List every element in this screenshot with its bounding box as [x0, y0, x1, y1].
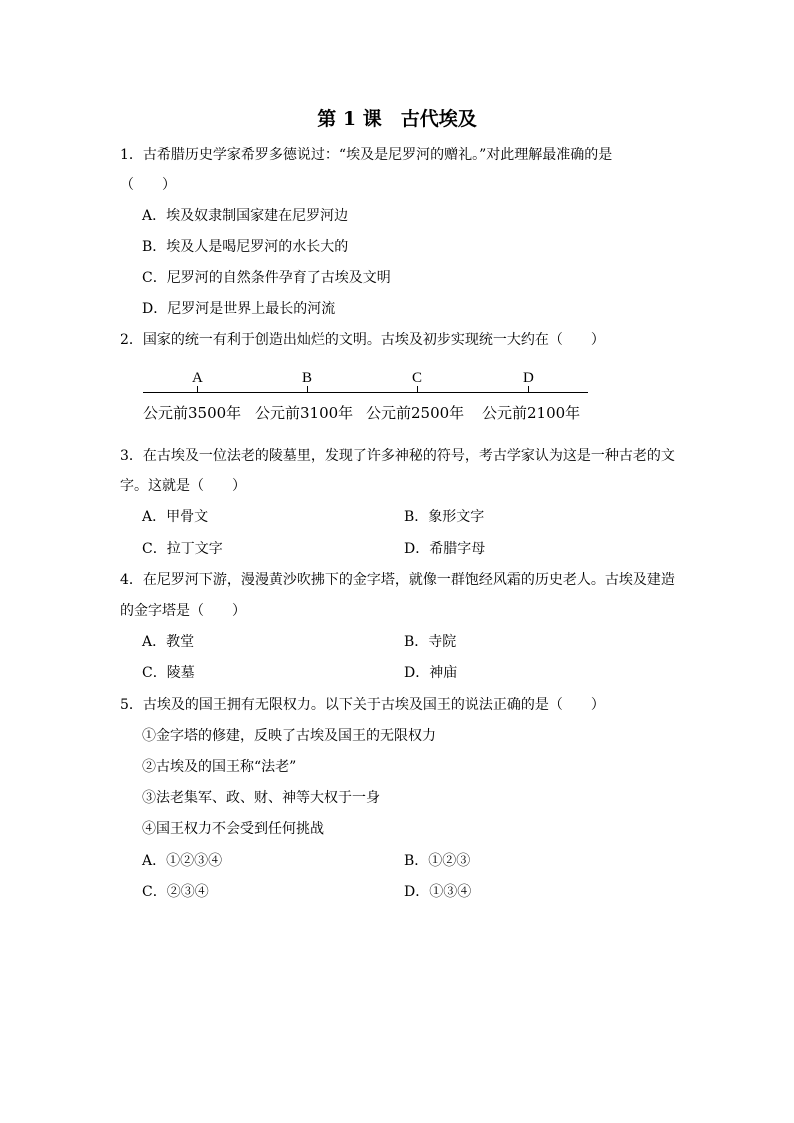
q1-option-a: A．埃及奴隶制国家建在尼罗河边 [142, 208, 349, 224]
q4-option-b: B．寺院 [404, 634, 457, 650]
q3-stem-line1: 3．在古埃及一位法老的陵墓里，发现了许多神秘的符号，考古学家认为这是一种古老的文 [120, 448, 675, 464]
q3-option-b: B．象形文字 [404, 509, 485, 525]
timeline-year-b: 公元前3100年 [255, 404, 354, 422]
q4-option-d: D．神庙 [404, 665, 458, 681]
q3-option-d: D．希腊字母 [404, 541, 486, 557]
q5-option-d: D．①③④ [404, 884, 472, 900]
q1-option-d: D．尼罗河是世界上最长的河流 [142, 301, 336, 317]
q5-statement-4: ④国王权力不会受到任何挑战 [142, 821, 324, 837]
q4-option-c: C．陵墓 [142, 665, 195, 681]
q1-option-c: C．尼罗河的自然条件孕育了古埃及文明 [142, 270, 391, 286]
q4-option-a: A．教堂 [142, 634, 195, 650]
q3-stem-line2: 字。这就是（ ） [120, 478, 246, 494]
q5-stem: 5．古埃及的国王拥有无限权力。以下关于古埃及国王的说法正确的是（ ） [120, 697, 605, 713]
q4-stem-line2: 的金字塔是（ ） [120, 603, 246, 619]
timeline-letter-a: A [192, 370, 203, 386]
q1-stem-line2: （ ） [120, 177, 176, 193]
q3-option-a: A．甲骨文 [142, 509, 209, 525]
page-title: 第 1 课 古代埃及 [317, 108, 477, 130]
q2-stem: 2．国家的统一有利于创造出灿烂的文明。古埃及初步实现统一大约在（ ） [120, 332, 605, 348]
q1-option-b: B．埃及人是喝尼罗河的水长大的 [142, 239, 349, 255]
timeline-letter-b: B [302, 370, 313, 386]
q5-statement-3: ③法老集军、政、财、神等大权于一身 [142, 790, 380, 806]
timeline-year-a: 公元前3500年 [143, 404, 242, 422]
q5-option-b: B．①②③ [404, 853, 471, 869]
q5-statement-2: ②古埃及的国王称“法老” [142, 759, 297, 775]
q1-stem-line1: 1．古希腊历史学家希罗多德说过：“埃及是尼罗河的赠礼。”对此理解最准确的是 [120, 147, 613, 163]
q5-statement-1: ①金字塔的修建，反映了古埃及国王的无限权力 [142, 728, 436, 744]
q3-option-c: C．拉丁文字 [142, 541, 223, 557]
q4-stem-line1: 4．在尼罗河下游，漫漫黄沙吹拂下的金字塔，就像一群饱经风霜的历史老人。古埃及建造 [120, 572, 675, 588]
q5-option-c: C．②③④ [142, 884, 209, 900]
timeline-letter-d: D [523, 370, 534, 386]
timeline-year-c: 公元前2500年 [366, 404, 465, 422]
timeline-year-d: 公元前2100年 [482, 404, 581, 422]
timeline-letter-c: C [412, 370, 423, 386]
timeline-figure [143, 370, 593, 426]
timeline-axis [143, 392, 588, 393]
q5-option-a: A．①②③④ [142, 853, 223, 869]
